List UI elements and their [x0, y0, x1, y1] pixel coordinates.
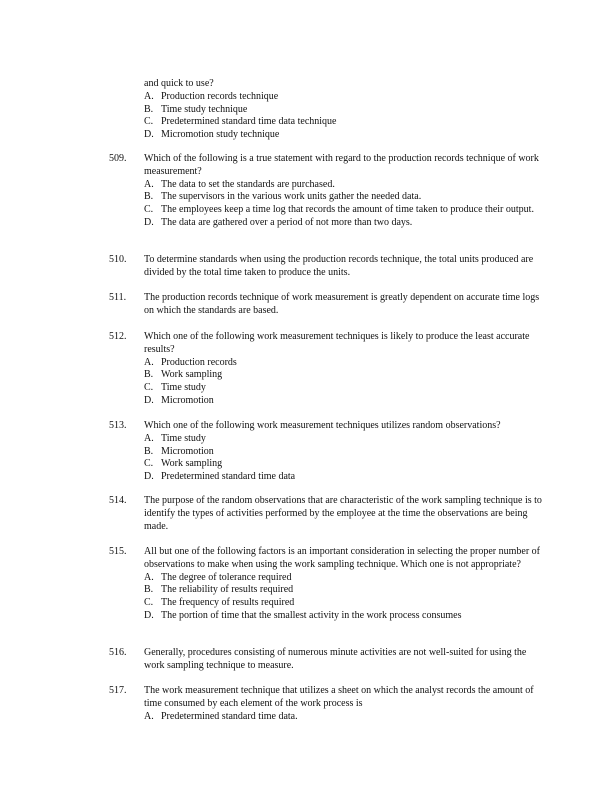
option-text: The degree of tolerance required	[161, 571, 292, 583]
question-text: Which of the following is a true statement with regard to the production records technique of work measurement?	[144, 153, 539, 177]
option-b	[144, 104, 544, 117]
question-number: 516.	[109, 647, 127, 658]
option-text: The supervisors in the various work units gather the needed data.	[161, 191, 422, 203]
option-letter: B.	[144, 584, 154, 596]
continuation-text: and quick to use?	[144, 78, 214, 89]
option-letter: D.	[144, 609, 154, 621]
option-d	[144, 610, 549, 623]
option-a	[144, 91, 544, 104]
question-text: Generally, procedures consisting of numerous minute activities are not well-suited for using the work sampling technique to measure.	[144, 647, 527, 671]
option-c	[144, 597, 549, 610]
option-text: Time study	[161, 382, 206, 394]
option-letter: D.	[144, 216, 154, 228]
option-letter: C.	[144, 204, 154, 216]
question-number: 515.	[109, 546, 127, 557]
option-letter: C.	[144, 382, 154, 394]
option-a	[144, 572, 549, 585]
question-item	[109, 331, 549, 408]
question-text: To determine standards when using the production records technique, the total units produced are divided by the total time taken to produce the units.	[144, 254, 534, 278]
option-letter: B.	[144, 369, 154, 381]
option-c	[144, 204, 549, 217]
question-text: Which one of the following work measurement techniques is likely to produce the least accurate results?	[144, 331, 530, 355]
question-item	[109, 292, 549, 318]
question-number: 510.	[109, 254, 127, 265]
question-item	[109, 153, 549, 230]
option-text: Micromotion study technique	[161, 129, 280, 141]
question-text: Which one of the following work measurement techniques utilizes random observations?	[144, 420, 501, 431]
option-text: Work sampling	[161, 369, 223, 381]
option-c	[144, 116, 544, 129]
question-number: 513.	[109, 420, 127, 431]
option-text: Predetermined standard time data	[161, 471, 296, 483]
option-list	[144, 179, 549, 230]
option-b	[144, 191, 549, 204]
question-item	[109, 420, 549, 484]
question-text: All but one of the following factors is an important consideration in selecting the proper number of observations to make when using the work sampling technique. Which one is not appropriate?	[144, 546, 541, 570]
option-letter: A.	[144, 356, 154, 368]
option-letter: C.	[144, 458, 154, 470]
option-text: Micromotion	[161, 394, 214, 406]
question-number: 512.	[109, 331, 127, 342]
option-text: The employees keep a time log that records the amount of time taken to produce their output.	[161, 204, 534, 216]
question-number: 509.	[109, 153, 127, 164]
option-letter: A.	[144, 432, 154, 444]
option-text: Production records technique	[161, 90, 279, 102]
option-letter: D.	[144, 394, 154, 406]
option-d	[144, 395, 549, 408]
option-d	[144, 217, 549, 230]
option-c	[144, 458, 549, 471]
option-b	[144, 584, 549, 597]
question-text: The work measurement technique that utilizes a sheet on which the analyst records the amount of time consumed by each element of the work process is	[144, 685, 534, 709]
option-letter: A.	[144, 710, 154, 722]
option-text: The reliability of results required	[161, 584, 294, 596]
option-letter: A.	[144, 90, 154, 102]
option-list	[144, 91, 544, 142]
option-b	[144, 369, 549, 382]
option-text: Work sampling	[161, 458, 223, 470]
option-letter: D.	[144, 129, 154, 141]
option-b	[144, 446, 549, 459]
option-d	[144, 129, 544, 142]
option-letter: A.	[144, 571, 154, 583]
option-a	[144, 433, 549, 446]
option-letter: B.	[144, 191, 154, 203]
question-number: 514.	[109, 495, 127, 506]
option-text: Time study technique	[161, 103, 248, 115]
question-continuation	[144, 78, 544, 142]
option-text: The frequency of results required	[161, 597, 295, 609]
question-number: 511.	[109, 292, 127, 303]
option-letter: A.	[144, 178, 154, 190]
option-list	[144, 357, 549, 408]
option-list	[144, 433, 549, 484]
option-list	[144, 572, 549, 623]
option-text: Production records	[161, 356, 237, 368]
question-item	[109, 254, 549, 280]
option-text: Micromotion	[161, 445, 214, 457]
option-letter: C.	[144, 116, 154, 128]
option-a	[144, 357, 549, 370]
option-letter: D.	[144, 471, 154, 483]
option-a	[144, 711, 549, 724]
question-item	[109, 685, 549, 723]
option-text: Predetermined standard time data.	[161, 710, 298, 722]
question-text: The production records technique of work measurement is greatly dependent on accurate time logs on which the standards are based.	[144, 292, 540, 316]
question-item	[109, 546, 549, 623]
option-text: Predetermined standard time data technique	[161, 116, 337, 128]
option-text: The data are gathered over a period of not more than two days.	[161, 216, 413, 228]
option-letter: B.	[144, 445, 154, 457]
option-d	[144, 471, 549, 484]
option-a	[144, 179, 549, 192]
option-text: The data to set the standards are purchased.	[161, 178, 335, 190]
option-text: Time study	[161, 432, 206, 444]
option-letter: B.	[144, 103, 154, 115]
question-item	[109, 495, 549, 533]
question-number: 517.	[109, 685, 127, 696]
question-text: The purpose of the random observations that are characteristic of the work sampling technique is to identify the types of activities performed by the employee at the time the observations are being made.	[144, 495, 542, 532]
option-text: The portion of time that the smallest activity in the work process consumes	[161, 609, 462, 621]
option-list	[144, 711, 549, 724]
option-c	[144, 382, 549, 395]
question-item	[109, 647, 549, 673]
option-letter: C.	[144, 597, 154, 609]
